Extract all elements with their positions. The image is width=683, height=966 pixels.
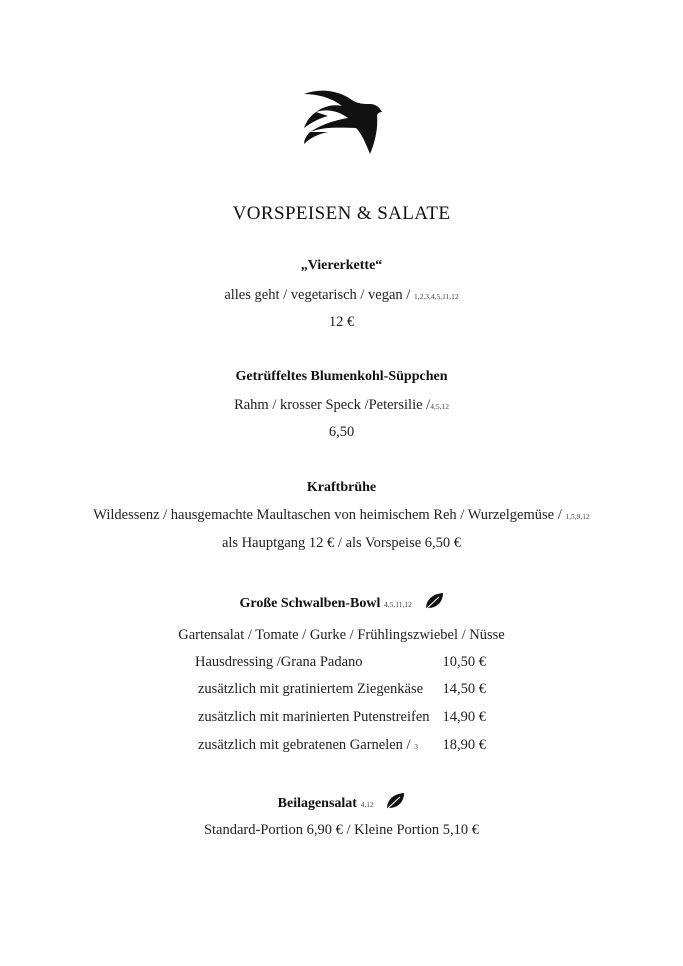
dish-description-bowl: Gartensalat / Tomate / Gurke / Frühlingszwiebel / Nüsse — [178, 627, 505, 643]
allergen-codes: 4,12 — [360, 800, 374, 809]
allergen-codes: 1,2,3,4,5,11,12 — [413, 292, 459, 301]
dish-description-kraftbruehe: Wildessenz / hausgemachte Maultaschen von heimischem Reh / Wurzelgemüse / 1,5,9,12 — [93, 507, 590, 523]
swallow-logo-icon — [298, 82, 384, 160]
option-price: 18,90 € — [442, 737, 486, 753]
dish-name-bowl: Große Schwalben-Bowl — [239, 596, 381, 611]
option-price: 14,90 € — [442, 709, 486, 725]
option-price: 10,50 € — [442, 654, 486, 670]
allergen-codes: 4,5,11,12 — [384, 600, 412, 609]
dish-name-blumenkohl: Getrüffeltes Blumenkohl-Süppchen — [235, 369, 448, 384]
option-label: zusätzlich mit gratiniertem Ziegenkäse — [198, 681, 424, 697]
page-title: VORSPEISEN & SALATE — [232, 203, 451, 224]
dish-price-blumenkohl: 6,50 — [328, 424, 355, 440]
option-label: Hausdressing /Grana Padano — [195, 654, 363, 670]
option-price: 14,50 € — [442, 681, 486, 697]
allergen-codes: 1,5,9,12 — [565, 512, 590, 521]
dish-price-kraftbruehe: als Hauptgang 12 € / als Vorspeise 6,50 € — [221, 535, 462, 551]
leaf-icon — [424, 592, 444, 610]
option-label: zusätzlich mit marinierten Putenstreifen — [198, 709, 430, 725]
dish-price-viererkette: 12 € — [328, 314, 355, 330]
leaf-icon — [385, 792, 405, 810]
allergen-codes: 3 — [414, 742, 418, 751]
option-label: zusätzlich mit gebratenen Garnelen / 3 — [198, 737, 418, 753]
allergen-codes: 4,5,12 — [430, 402, 449, 411]
dish-price-beilagensalat: Standard-Portion 6,90 € / Kleine Portion 5,10 € — [203, 822, 480, 838]
dish-header-bowl — [0, 592, 683, 612]
dish-description-viererkette: alles geht / vegetarisch / vegan / 1,2,3,4,5,11,12 — [224, 287, 459, 303]
dish-name-viererkette: „Viererkette“ — [300, 258, 383, 273]
dish-header-beilagensalat — [0, 792, 683, 812]
dish-description-blumenkohl: Rahm / krosser Speck /Petersilie /4,5,12 — [234, 397, 449, 413]
dish-name-beilagensalat: Beilagensalat — [277, 796, 357, 811]
dish-name-kraftbruehe: Kraftbrühe — [306, 480, 377, 495]
